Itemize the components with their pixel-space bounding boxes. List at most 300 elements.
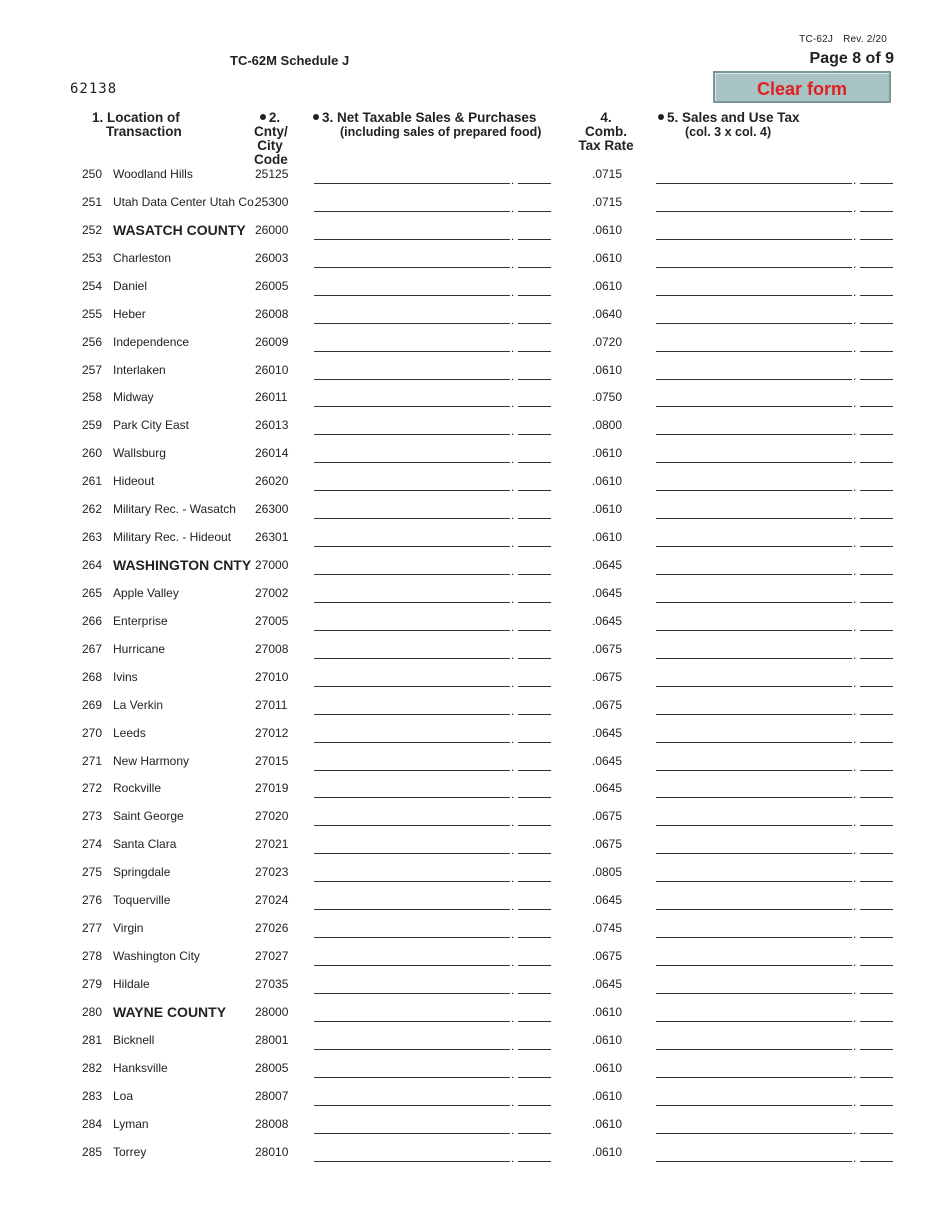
net-taxable-sales-dollars-input[interactable] (314, 644, 510, 659)
sales-use-tax-dollars-input[interactable] (656, 783, 852, 798)
table-row (0, 949, 950, 977)
net-taxable-sales-dollars-input[interactable] (314, 1119, 510, 1134)
line-number: 278 (81, 949, 102, 964)
net-taxable-sales-cents-input[interactable] (518, 672, 551, 687)
table-row (0, 1145, 950, 1173)
county-city-code: 27021 (255, 837, 289, 852)
net-taxable-sales-dollars-input[interactable] (314, 895, 510, 910)
net-taxable-sales-cents-input[interactable] (518, 1147, 551, 1162)
location-name: Torrey (113, 1144, 147, 1159)
net-taxable-sales-cents-input[interactable] (518, 783, 551, 798)
required-bullet-icon (313, 114, 319, 120)
table-row (0, 502, 950, 530)
decimal-point: . (853, 173, 857, 187)
net-taxable-sales-dollars-input[interactable] (314, 197, 510, 212)
net-taxable-sales-cents-input[interactable] (518, 1091, 551, 1106)
net-taxable-sales-dollars-input[interactable] (314, 672, 510, 687)
table-row (0, 726, 950, 754)
county-city-code: 26000 (255, 222, 289, 237)
decimal-point: . (511, 843, 515, 858)
sales-use-tax-dollars-input[interactable] (656, 588, 852, 603)
sales-use-tax-dollars-input[interactable] (656, 532, 852, 547)
combined-tax-rate: .0720 (592, 334, 623, 349)
location-name: La Verkin (113, 697, 164, 712)
table-row (0, 977, 950, 1005)
decimal-point: . (853, 955, 857, 970)
net-taxable-sales-dollars-input[interactable] (314, 979, 510, 994)
sales-use-tax-dollars-input[interactable] (656, 420, 852, 435)
sales-use-tax-cents-input[interactable] (860, 1035, 893, 1050)
decimal-point: . (853, 256, 857, 271)
net-taxable-sales-dollars-input[interactable] (314, 951, 510, 966)
net-taxable-sales-dollars-input[interactable] (314, 476, 510, 491)
sales-use-tax-cents-input[interactable] (860, 392, 893, 407)
decimal-point: . (853, 787, 857, 802)
sales-use-tax-dollars-input[interactable] (656, 1091, 852, 1106)
combined-tax-rate: .0645 (592, 613, 623, 628)
decimal-point: . (511, 340, 515, 355)
line-number: 258 (81, 390, 102, 405)
location-name: Charleston (113, 250, 172, 265)
county-city-code: 26005 (255, 278, 289, 293)
sales-use-tax-dollars-input[interactable] (656, 895, 852, 910)
table-row (0, 167, 950, 195)
sales-use-tax-dollars-input[interactable] (656, 644, 852, 659)
county-city-code: 27035 (255, 976, 289, 991)
decimal-point: . (511, 703, 515, 718)
table-row (0, 307, 950, 335)
sales-use-tax-dollars-input[interactable] (656, 281, 852, 296)
col3-header (313, 111, 541, 139)
decimal-point: . (853, 703, 857, 718)
location-name: Park City East (113, 418, 190, 433)
sales-use-tax-dollars-input[interactable] (656, 839, 852, 854)
decimal-point: . (511, 536, 515, 551)
net-taxable-sales-dollars-input[interactable] (314, 560, 510, 575)
line-number: 267 (81, 641, 102, 656)
sales-use-tax-cents-input[interactable] (860, 923, 893, 938)
combined-tax-rate: .0675 (592, 697, 623, 712)
combined-tax-rate: .0610 (592, 222, 623, 237)
line-number: 251 (81, 194, 102, 209)
combined-tax-rate: .0610 (592, 1060, 623, 1075)
county-city-code: 25300 (255, 194, 289, 209)
sales-use-tax-cents-input[interactable] (860, 197, 893, 212)
net-taxable-sales-cents-input[interactable] (518, 923, 551, 938)
net-taxable-sales-dollars-input[interactable] (314, 1035, 510, 1050)
net-taxable-sales-cents-input[interactable] (518, 337, 551, 352)
net-taxable-sales-cents-input[interactable] (518, 476, 551, 491)
decimal-point: . (511, 731, 515, 746)
sales-use-tax-dollars-input[interactable] (656, 951, 852, 966)
form-id (789, 34, 887, 45)
col2-header (254, 111, 286, 167)
sales-use-tax-dollars-input[interactable] (656, 979, 852, 994)
net-taxable-sales-cents-input[interactable] (518, 644, 551, 659)
sales-use-tax-cents-input[interactable] (860, 979, 893, 994)
line-number: 269 (81, 697, 102, 712)
sales-use-tax-dollars-input[interactable] (656, 253, 852, 268)
location-name: Woodland Hills (113, 167, 193, 181)
net-taxable-sales-dollars-input[interactable] (314, 811, 510, 826)
sales-use-tax-dollars-input[interactable] (656, 616, 852, 631)
decimal-point: . (853, 424, 857, 439)
decimal-point: . (853, 284, 857, 299)
sales-use-tax-cents-input[interactable] (860, 867, 893, 882)
decimal-point: . (853, 368, 857, 383)
combined-tax-rate: .0715 (592, 194, 623, 209)
table-row (0, 893, 950, 921)
table-row (0, 614, 950, 642)
decimal-point: . (511, 647, 515, 662)
location-name: Military Rec. - Wasatch (113, 502, 236, 517)
line-number: 273 (81, 809, 102, 824)
col5-header (658, 111, 800, 139)
location-name: Virgin (113, 921, 144, 936)
line-number: 252 (81, 222, 102, 237)
net-taxable-sales-cents-input[interactable] (518, 420, 551, 435)
form-number: 62138 (70, 81, 118, 97)
combined-tax-rate: .0675 (592, 669, 623, 684)
sales-use-tax-dollars-input[interactable] (656, 811, 852, 826)
net-taxable-sales-cents-input[interactable] (518, 839, 551, 854)
sales-use-tax-cents-input[interactable] (860, 783, 893, 798)
net-taxable-sales-cents-input[interactable] (518, 448, 551, 463)
decimal-point: . (853, 1066, 857, 1081)
table-row (0, 1033, 950, 1061)
net-taxable-sales-cents-input[interactable] (518, 700, 551, 715)
net-taxable-sales-dollars-input[interactable] (314, 225, 510, 240)
sales-use-tax-dollars-input[interactable] (656, 225, 852, 240)
sales-use-tax-cents-input[interactable] (860, 532, 893, 547)
col4-header (574, 111, 638, 153)
county-city-code: 27023 (255, 865, 289, 880)
net-taxable-sales-cents-input[interactable] (518, 895, 551, 910)
col4-header-line3: Tax Rate (578, 138, 634, 153)
net-taxable-sales-cents-input[interactable] (518, 728, 551, 743)
sales-use-tax-dollars-input[interactable] (656, 309, 852, 324)
sales-use-tax-cents-input[interactable] (860, 811, 893, 826)
location-name: Springdale (113, 865, 171, 880)
net-taxable-sales-cents-input[interactable] (518, 225, 551, 240)
location-name: Midway (113, 390, 154, 405)
decimal-point: . (853, 982, 857, 997)
net-taxable-sales-dollars-input[interactable] (314, 616, 510, 631)
county-city-code: 28010 (255, 1144, 289, 1159)
net-taxable-sales-dollars-input[interactable] (314, 700, 510, 715)
combined-tax-rate: .0645 (592, 976, 623, 991)
decimal-point: . (853, 396, 857, 411)
sales-use-tax-cents-input[interactable] (860, 309, 893, 324)
sales-use-tax-dollars-input[interactable] (656, 756, 852, 771)
combined-tax-rate: .0645 (592, 725, 623, 740)
net-taxable-sales-dollars-input[interactable] (314, 588, 510, 603)
line-number: 266 (81, 613, 102, 628)
net-taxable-sales-cents-input[interactable] (518, 532, 551, 547)
sales-use-tax-dollars-input[interactable] (656, 1063, 852, 1078)
col2-header-line4: Code (254, 152, 288, 167)
combined-tax-rate: .0745 (592, 921, 623, 936)
line-number: 250 (81, 167, 102, 181)
location-name: Hanksville (113, 1060, 168, 1075)
county-city-code: 26301 (255, 530, 289, 545)
line-number: 254 (81, 278, 102, 293)
net-taxable-sales-cents-input[interactable] (518, 309, 551, 324)
net-taxable-sales-cents-input[interactable] (518, 197, 551, 212)
net-taxable-sales-dollars-input[interactable] (314, 169, 510, 184)
net-taxable-sales-dollars-input[interactable] (314, 337, 510, 352)
net-taxable-sales-dollars-input[interactable] (314, 1007, 510, 1022)
net-taxable-sales-cents-input[interactable] (518, 811, 551, 826)
clear-form-button[interactable]: Clear form (713, 71, 891, 103)
county-city-code: 27000 (255, 558, 289, 573)
net-taxable-sales-cents-input[interactable] (518, 504, 551, 519)
page-number: Page 8 of 9 (809, 50, 894, 67)
table-row (0, 642, 950, 670)
location-name: Utah Data Center Utah Co. (113, 194, 258, 209)
net-taxable-sales-cents-input[interactable] (518, 1063, 551, 1078)
net-taxable-sales-dollars-input[interactable] (314, 309, 510, 324)
decimal-point: . (511, 508, 515, 523)
table-row (0, 698, 950, 726)
combined-tax-rate: .0715 (592, 167, 623, 181)
combined-tax-rate: .0610 (592, 1116, 623, 1131)
net-taxable-sales-dollars-input[interactable] (314, 392, 510, 407)
net-taxable-sales-dollars-input[interactable] (314, 867, 510, 882)
line-number: 280 (81, 1004, 102, 1019)
table-row (0, 558, 950, 586)
sales-use-tax-dollars-input[interactable] (656, 1147, 852, 1162)
decimal-point: . (511, 815, 515, 830)
combined-tax-rate: .0645 (592, 893, 623, 908)
net-taxable-sales-cents-input[interactable] (518, 756, 551, 771)
decimal-point: . (853, 731, 857, 746)
net-taxable-sales-dollars-input[interactable] (314, 1091, 510, 1106)
col2-header-line3: City (257, 138, 283, 153)
sales-use-tax-cents-input[interactable] (860, 281, 893, 296)
location-name: Apple Valley (113, 585, 179, 600)
decimal-point: . (853, 480, 857, 495)
sales-use-tax-cents-input[interactable] (860, 365, 893, 380)
decimal-point: . (511, 1094, 515, 1109)
combined-tax-rate: .0610 (592, 362, 623, 377)
sales-use-tax-dollars-input[interactable] (656, 728, 852, 743)
net-taxable-sales-cents-input[interactable] (518, 616, 551, 631)
table-row (0, 837, 950, 865)
location-name: Wallsburg (113, 446, 166, 461)
sales-use-tax-cents-input[interactable] (860, 253, 893, 268)
line-number: 262 (81, 502, 102, 517)
sales-use-tax-cents-input[interactable] (860, 1063, 893, 1078)
table-row (0, 1117, 950, 1145)
combined-tax-rate: .0675 (592, 837, 623, 852)
line-number: 279 (81, 976, 102, 991)
decimal-point: . (511, 955, 515, 970)
combined-tax-rate: .0610 (592, 1144, 623, 1159)
sales-use-tax-cents-input[interactable] (860, 225, 893, 240)
county-city-code: 26010 (255, 362, 289, 377)
net-taxable-sales-cents-input[interactable] (518, 365, 551, 380)
location-name: Santa Clara (113, 837, 177, 852)
decimal-point: . (511, 1038, 515, 1053)
decimal-point: . (853, 228, 857, 243)
decimal-point: . (853, 591, 857, 606)
sales-use-tax-cents-input[interactable] (860, 895, 893, 910)
sales-use-tax-cents-input[interactable] (860, 1147, 893, 1162)
decimal-point: . (853, 340, 857, 355)
combined-tax-rate: .0610 (592, 1032, 623, 1047)
net-taxable-sales-cents-input[interactable] (518, 1119, 551, 1134)
net-taxable-sales-dollars-input[interactable] (314, 365, 510, 380)
sales-use-tax-cents-input[interactable] (860, 169, 893, 184)
sales-use-tax-dollars-input[interactable] (656, 923, 852, 938)
net-taxable-sales-dollars-input[interactable] (314, 923, 510, 938)
sales-use-tax-cents-input[interactable] (860, 1119, 893, 1134)
net-taxable-sales-dollars-input[interactable] (314, 253, 510, 268)
sales-use-tax-dollars-input[interactable] (656, 504, 852, 519)
sales-use-tax-dollars-input[interactable] (656, 476, 852, 491)
net-taxable-sales-dollars-input[interactable] (314, 1063, 510, 1078)
sales-use-tax-cents-input[interactable] (860, 337, 893, 352)
decimal-point: . (511, 312, 515, 327)
location-name: Enterprise (113, 613, 168, 628)
sales-use-tax-dollars-input[interactable] (656, 169, 852, 184)
line-number: 275 (81, 865, 102, 880)
sales-use-tax-cents-input[interactable] (860, 756, 893, 771)
county-city-code: 25125 (255, 167, 289, 181)
decimal-point: . (511, 1150, 515, 1165)
sales-use-tax-dollars-input[interactable] (656, 337, 852, 352)
sales-use-tax-cents-input[interactable] (860, 839, 893, 854)
net-taxable-sales-dollars-input[interactable] (314, 420, 510, 435)
line-number: 277 (81, 921, 102, 936)
decimal-point: . (853, 927, 857, 942)
sales-use-tax-dollars-input[interactable] (656, 1035, 852, 1050)
net-taxable-sales-dollars-input[interactable] (314, 728, 510, 743)
sales-use-tax-cents-input[interactable] (860, 588, 893, 603)
net-taxable-sales-dollars-input[interactable] (314, 756, 510, 771)
net-taxable-sales-dollars-input[interactable] (314, 281, 510, 296)
combined-tax-rate: .0610 (592, 278, 623, 293)
table-row (0, 446, 950, 474)
net-taxable-sales-dollars-input[interactable] (314, 504, 510, 519)
sales-use-tax-cents-input[interactable] (860, 504, 893, 519)
net-taxable-sales-cents-input[interactable] (518, 867, 551, 882)
combined-tax-rate: .0645 (592, 558, 623, 573)
line-number: 281 (81, 1032, 102, 1047)
net-taxable-sales-cents-input[interactable] (518, 1007, 551, 1022)
sales-use-tax-dollars-input[interactable] (656, 365, 852, 380)
table-row (0, 530, 950, 558)
sales-use-tax-dollars-input[interactable] (656, 867, 852, 882)
decimal-point: . (511, 927, 515, 942)
decimal-point: . (853, 1038, 857, 1053)
decimal-point: . (511, 675, 515, 690)
county-city-code: 27020 (255, 809, 289, 824)
sales-use-tax-cents-input[interactable] (860, 420, 893, 435)
sales-use-tax-cents-input[interactable] (860, 728, 893, 743)
net-taxable-sales-cents-input[interactable] (518, 253, 551, 268)
location-name: Bicknell (113, 1032, 155, 1047)
table-row (0, 781, 950, 809)
sales-use-tax-cents-input[interactable] (860, 951, 893, 966)
decimal-point: . (853, 312, 857, 327)
net-taxable-sales-dollars-input[interactable] (314, 448, 510, 463)
location-name: New Harmony (113, 753, 190, 768)
decimal-point: . (511, 1010, 515, 1025)
sales-use-tax-dollars-input[interactable] (656, 448, 852, 463)
table-row (0, 363, 950, 391)
sales-use-tax-cents-input[interactable] (860, 1091, 893, 1106)
sales-use-tax-dollars-input[interactable] (656, 672, 852, 687)
sales-use-tax-dollars-input[interactable] (656, 197, 852, 212)
net-taxable-sales-cents-input[interactable] (518, 588, 551, 603)
sales-use-tax-cents-input[interactable] (860, 476, 893, 491)
sales-use-tax-dollars-input[interactable] (656, 392, 852, 407)
county-city-code: 28001 (255, 1032, 289, 1047)
decimal-point: . (511, 424, 515, 439)
decimal-point: . (511, 452, 515, 467)
sales-use-tax-cents-input[interactable] (860, 672, 893, 687)
line-number: 257 (81, 362, 102, 377)
net-taxable-sales-cents-input[interactable] (518, 1035, 551, 1050)
decimal-point: . (853, 1122, 857, 1137)
decimal-point: . (511, 871, 515, 886)
decimal-point: . (511, 591, 515, 606)
sales-use-tax-cents-input[interactable] (860, 644, 893, 659)
county-city-code: 27027 (255, 949, 289, 964)
sales-use-tax-dollars-input[interactable] (656, 700, 852, 715)
net-taxable-sales-cents-input[interactable] (518, 281, 551, 296)
sales-use-tax-cents-input[interactable] (860, 448, 893, 463)
net-taxable-sales-dollars-input[interactable] (314, 839, 510, 854)
location-name: Daniel (113, 278, 148, 293)
combined-tax-rate: .0610 (592, 474, 623, 489)
col2-header-line2: Cnty/ (254, 124, 288, 139)
location-name: Toquerville (113, 893, 171, 908)
sales-use-tax-cents-input[interactable] (860, 560, 893, 575)
col5-header-sub: (col. 3 x col. 4) (685, 125, 772, 139)
net-taxable-sales-cents-input[interactable] (518, 979, 551, 994)
sales-use-tax-cents-input[interactable] (860, 1007, 893, 1022)
combined-tax-rate: .0675 (592, 949, 623, 964)
sales-use-tax-cents-input[interactable] (860, 700, 893, 715)
sales-use-tax-dollars-input[interactable] (656, 560, 852, 575)
sales-use-tax-dollars-input[interactable] (656, 1119, 852, 1134)
line-number: 253 (81, 250, 102, 265)
net-taxable-sales-dollars-input[interactable] (314, 532, 510, 547)
net-taxable-sales-cents-input[interactable] (518, 951, 551, 966)
decimal-point: . (853, 647, 857, 662)
table-row (0, 1061, 950, 1089)
table-row (0, 279, 950, 307)
net-taxable-sales-dollars-input[interactable] (314, 783, 510, 798)
sales-use-tax-dollars-input[interactable] (656, 1007, 852, 1022)
sales-use-tax-cents-input[interactable] (860, 616, 893, 631)
net-taxable-sales-cents-input[interactable] (518, 169, 551, 184)
col5-header-title: 5. Sales and Use Tax (667, 110, 800, 125)
net-taxable-sales-dollars-input[interactable] (314, 1147, 510, 1162)
table-row (0, 390, 950, 418)
location-name: Hideout (113, 474, 155, 489)
county-city-code: 27005 (255, 613, 289, 628)
decimal-point: . (853, 200, 857, 215)
combined-tax-rate: .0610 (592, 530, 623, 545)
county-city-code: 27024 (255, 893, 289, 908)
net-taxable-sales-cents-input[interactable] (518, 392, 551, 407)
net-taxable-sales-cents-input[interactable] (518, 560, 551, 575)
combined-tax-rate: .0610 (592, 446, 623, 461)
